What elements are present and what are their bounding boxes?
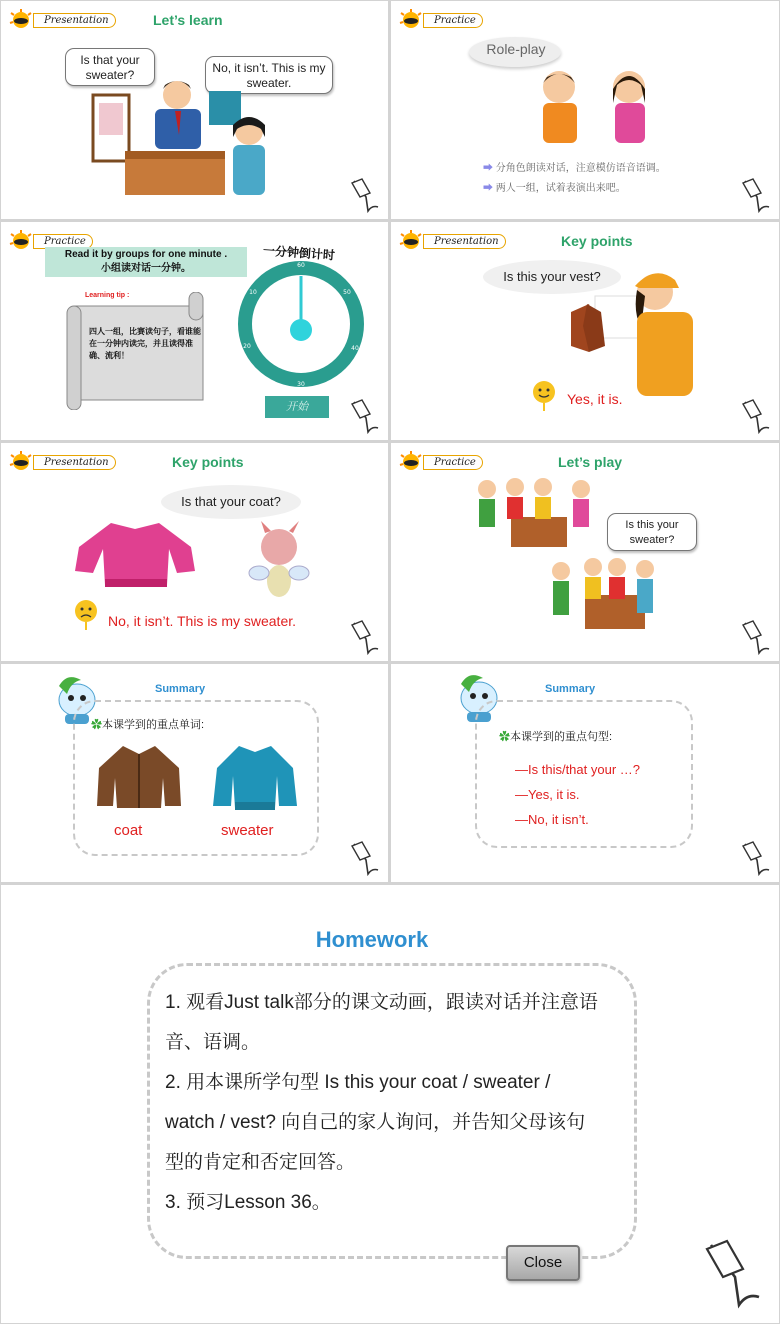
learning-tip-label: Learning tip :: [85, 292, 130, 299]
homework-list: [165, 983, 625, 1223]
arrow-icon: ➡: [483, 183, 493, 194]
presentation-badge: [399, 230, 499, 252]
instruction-english: Read it by groups for one minute .: [64, 249, 228, 260]
slide-key-points-vest[interactable]: [391, 222, 779, 440]
sentence-item: —Yes, it is.: [515, 787, 580, 802]
sun-icon: [399, 451, 425, 473]
dial-label: 40: [351, 345, 359, 352]
homework-line: 音、语调。: [165, 1032, 261, 1053]
pen-icon: [348, 398, 382, 436]
slide-title: Key points: [561, 233, 633, 249]
question-bubble: Is that your coat?: [161, 485, 301, 519]
homework-line: 1. 观看Just talk部分的课文动画，跟读对话并注意语: [165, 992, 598, 1013]
answer-text: No, it isn’t. This is my sweater.: [108, 613, 297, 629]
dial-label: 20: [243, 343, 251, 350]
slide-summary-sentences[interactable]: [391, 664, 779, 882]
group-of-kids-bottom: [545, 555, 665, 639]
summary-heading: [499, 728, 612, 744]
sentence-list: [515, 757, 640, 832]
speech-bubble: Is this your sweater?: [607, 513, 697, 551]
fly-character-illustration: [245, 521, 311, 607]
group-of-kids-top: [471, 473, 601, 553]
step-text: 分角色朗读对话，注意模仿语音语调。: [495, 163, 666, 174]
sad-face-icon: [73, 599, 99, 631]
slide-title: Let’s play: [558, 454, 623, 470]
star-flower-icon: ✿: [499, 731, 510, 743]
practice-badge: [399, 9, 499, 31]
answer-text: Yes, it is.: [567, 391, 623, 407]
pen-icon: [739, 840, 773, 878]
timer-title: 一分钟倒计时: [262, 243, 336, 263]
pen-icon: [699, 1237, 765, 1311]
speech-bubble-teacher: Is that your sweater?: [65, 48, 155, 86]
sun-icon: [9, 451, 35, 473]
arrow-icon: ➡: [483, 163, 493, 174]
instruction-chinese: 小组读对话一分钟。: [101, 263, 191, 274]
pen-icon: [348, 619, 382, 657]
summary-heading: [91, 716, 204, 732]
homework-title: Homework: [315, 927, 429, 952]
pen-icon: [348, 177, 382, 215]
slide-title: Summary: [155, 683, 206, 695]
summary-heading-text: 本课学到的重点单词:: [102, 719, 205, 731]
step-text: 两人一组，试着表演出来吧。: [495, 183, 626, 194]
shop-scene-illustration: [89, 73, 289, 203]
homework-line: watch / vest? 向自己的家人询问，并告知父母该句: [165, 1112, 586, 1133]
slide-homework[interactable]: [1, 885, 779, 1323]
slide-title: Key points: [172, 454, 244, 470]
step-item: [483, 179, 666, 199]
slide-key-points-coat[interactable]: [1, 443, 388, 661]
practice-badge: [399, 451, 499, 473]
sentence-item: —Is this/that your …?: [515, 762, 640, 777]
slide-title: Let’s learn: [153, 12, 223, 28]
pen-icon: [739, 619, 773, 657]
start-timer-button[interactable]: 开始: [265, 396, 329, 418]
homework-line: 2. 用本课所学句型 Is this your coat / sweater /: [165, 1072, 551, 1093]
summary-heading-text: 本课学到的重点句型:: [510, 731, 613, 743]
badge-label: Presentation: [33, 455, 116, 470]
pen-icon: [348, 840, 382, 878]
pen-icon: [739, 177, 773, 215]
pen-icon: [739, 398, 773, 436]
role-play-steps: [483, 159, 666, 199]
sentence-item: —No, it isn’t.: [515, 812, 589, 827]
pink-sweater-illustration: [71, 519, 199, 591]
homework-line: 型的肯定和否定回答。: [165, 1152, 356, 1173]
slide-lets-learn[interactable]: [1, 1, 388, 219]
countdown-dial: [237, 260, 365, 388]
learning-tip-text: 四人一组，比赛读句子，看谁能在一分钟内读完，并且读得准确、流利！: [89, 327, 201, 360]
badge-label: Presentation: [423, 234, 506, 249]
step-item: [483, 159, 666, 179]
slide-title: Summary: [545, 683, 596, 695]
sun-icon: [399, 230, 425, 252]
badge-label: Practice: [423, 13, 483, 28]
vocab-word: sweater: [221, 822, 274, 839]
slide-role-play[interactable]: [391, 1, 779, 219]
coat-illustration: [93, 742, 185, 810]
dial-label: 10: [249, 289, 257, 296]
close-button[interactable]: Close: [506, 1245, 580, 1281]
slide-group-reading[interactable]: [1, 222, 388, 440]
question-bubble: Is this your vest?: [483, 260, 621, 294]
dial-label: 30: [297, 381, 305, 388]
smiley-icon: [531, 380, 557, 412]
slide-lets-play[interactable]: [391, 443, 779, 661]
slide-summary-words[interactable]: [1, 664, 388, 882]
speech-bubble-girl: No, it isn’t. This is my sweater.: [205, 56, 333, 94]
star-flower-icon: ✿: [91, 719, 102, 731]
kids-illustration: [521, 63, 671, 155]
vocab-word: coat: [114, 822, 143, 839]
slide-title: Role-play: [486, 41, 546, 57]
sweater-illustration: [209, 740, 301, 812]
vest-and-man-illustration: [561, 266, 701, 396]
sun-icon: [399, 9, 425, 31]
badge-label: Practice: [33, 234, 93, 249]
sun-icon: [9, 230, 35, 252]
instruction-box: [45, 247, 247, 277]
presentation-badge: [9, 9, 109, 31]
sun-icon: [9, 9, 35, 31]
badge-label: Presentation: [33, 13, 116, 28]
presentation-badge: [9, 451, 109, 473]
dial-label: 60: [297, 262, 305, 269]
badge-label: Practice: [423, 455, 483, 470]
dial-label: 50: [343, 289, 351, 296]
homework-line: 3. 预习Lesson 36。: [165, 1192, 331, 1213]
